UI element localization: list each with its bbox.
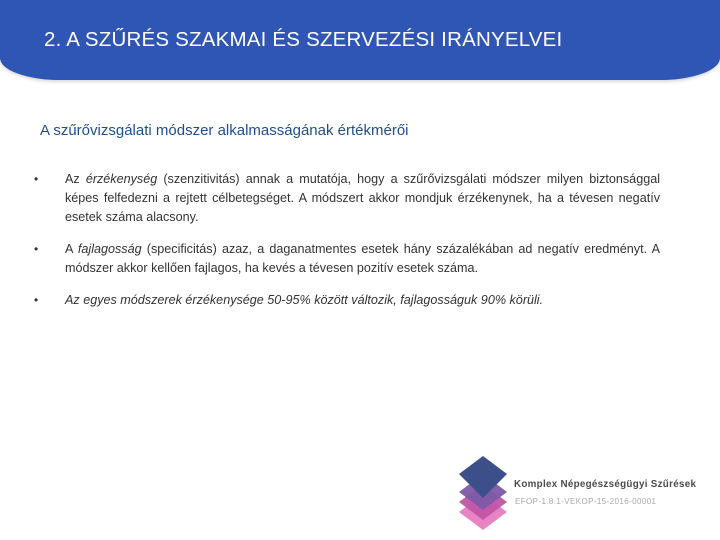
bullet-icon: • <box>34 242 39 256</box>
title-banner <box>0 0 720 80</box>
bullet-item-specificity <box>34 240 660 278</box>
bullet-list <box>34 170 660 323</box>
bullet-term: érzékenység <box>85 172 158 186</box>
bullet-term: fajlagosság <box>77 242 142 256</box>
bullet-item-ranges <box>34 291 660 310</box>
bullet-item-sensitivity <box>34 170 660 227</box>
bullet-text: (szenzitivitás) annak a mutatója, hogy a szűrővizsgálati módszer milyen biztonsággal képes felfedezni a rejtett célbetegséget. A módszert akkor mondjuk érzékenynek, ha a tévesen negatív esetek száma alacsony. <box>65 172 660 224</box>
bullet-icon: • <box>34 293 39 307</box>
bullet-lead: Az <box>65 172 86 186</box>
bullet-text: (specificitás) azaz, a daganatmentes esetek hány százalékában ad negatív eredményt. A módszer akkor kellően fajlagos, ha kevés a tévesen pozitív esetek száma. <box>65 242 660 275</box>
bullet-text: Az egyes módszerek érzékenysége 50-95% között változik, fajlagosságuk 90% körüli. <box>65 293 544 307</box>
logo-project-code: EFOP-1.8.1-VEKOP-15-2016-00001 <box>515 497 657 506</box>
slide-title: 2. A SZŰRÉS SZAKMAI ÉS SZERVEZÉSI IRÁNYELVEI <box>44 28 563 51</box>
program-logo <box>455 452 720 540</box>
diamond-stack-icon <box>455 452 511 536</box>
bullet-lead: A <box>65 242 78 256</box>
section-subtitle: A szűrővizsgálati módszer alkalmasságának értékmérői <box>40 122 409 139</box>
logo-title: Komplex Népegészségügyi Szűrések <box>514 479 697 490</box>
bullet-icon: • <box>34 172 39 186</box>
